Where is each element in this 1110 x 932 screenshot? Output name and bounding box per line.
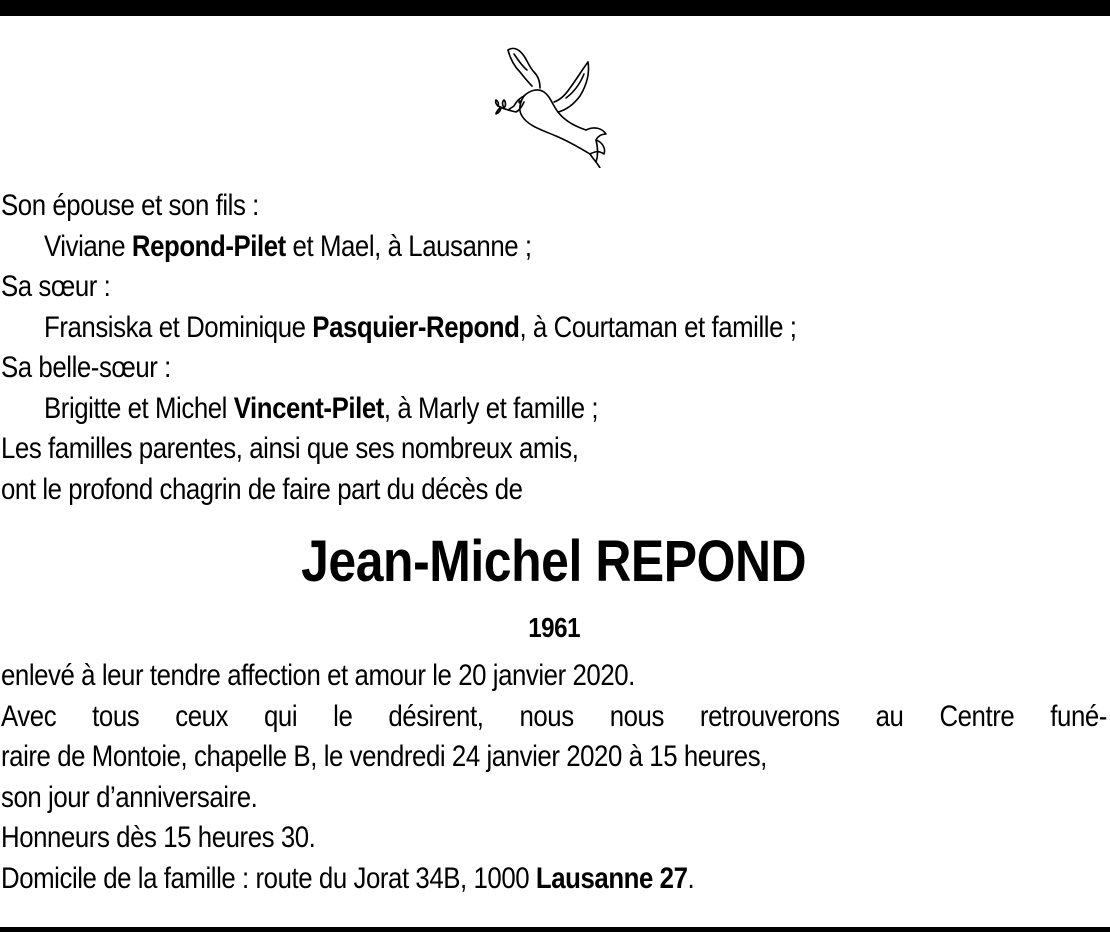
spouse-rest: et Mael, à Lausanne ; (285, 229, 532, 263)
deceased-name (1, 516, 1107, 608)
spouse-surname: Repond-Pilet (131, 229, 286, 263)
domicile-prefix: Domicile de la famille : route du Jorat 34B, 1000 (1, 861, 536, 895)
spouse-line (1, 227, 952, 268)
detail-line-3: raire de Montoie, chapelle B, le vendredi 24 janvier 2020 à 15 heures, (1, 740, 767, 773)
detail-line-5: Honneurs dès 15 heures 30. (1, 821, 316, 854)
sister-in-law-line (1, 389, 952, 430)
sister-surname: Pasquier-Repond (312, 310, 520, 344)
sister-rest: , à Courtaman et famille ; (519, 310, 797, 344)
sister-first: Fransiska et Dominique (44, 310, 313, 344)
dove-icon (494, 44, 618, 168)
domicile-suffix: . (687, 861, 695, 895)
deceased-year (1, 608, 1107, 648)
sister-in-law-rest: , à Marly et famille ; (383, 391, 599, 425)
sister-intro: Sa sœur : (1, 270, 111, 303)
sister-line (1, 308, 952, 349)
spouse-first: Viviane (44, 229, 132, 263)
sister-in-law-intro: Sa belle-sœur : (1, 351, 171, 384)
announcement-line: ont le profond chagrin de faire part du décès de (1, 472, 523, 506)
top-border-rule (0, 0, 1110, 16)
deceased-name-text: Jean-Michel REPOND (301, 529, 807, 594)
sister-in-law-first: Brigitte et Michel (44, 391, 234, 425)
obituary-notice (1, 186, 1107, 899)
spouse-intro: Son épouse et son fils : (1, 189, 259, 222)
domicile-city: Lausanne 27 (535, 861, 688, 895)
relatives-line: Les familles parentes, ainsi que ses nombreux amis, (1, 432, 579, 465)
sister-in-law-surname: Vincent-Pilet (233, 391, 384, 425)
deceased-year-text: 1961 (528, 612, 580, 643)
detail-line-4: son jour d’anniversaire. (1, 780, 258, 814)
detail-line-2: Avec tous ceux qui le désirent, nous nous retrouverons au Centre funé- (1, 699, 1107, 733)
domicile-line (1, 859, 952, 900)
bottom-border-rule (0, 927, 1110, 932)
detail-line-1: enlevé à leur tendre affection et amour le 20 janvier 2020. (1, 659, 635, 692)
